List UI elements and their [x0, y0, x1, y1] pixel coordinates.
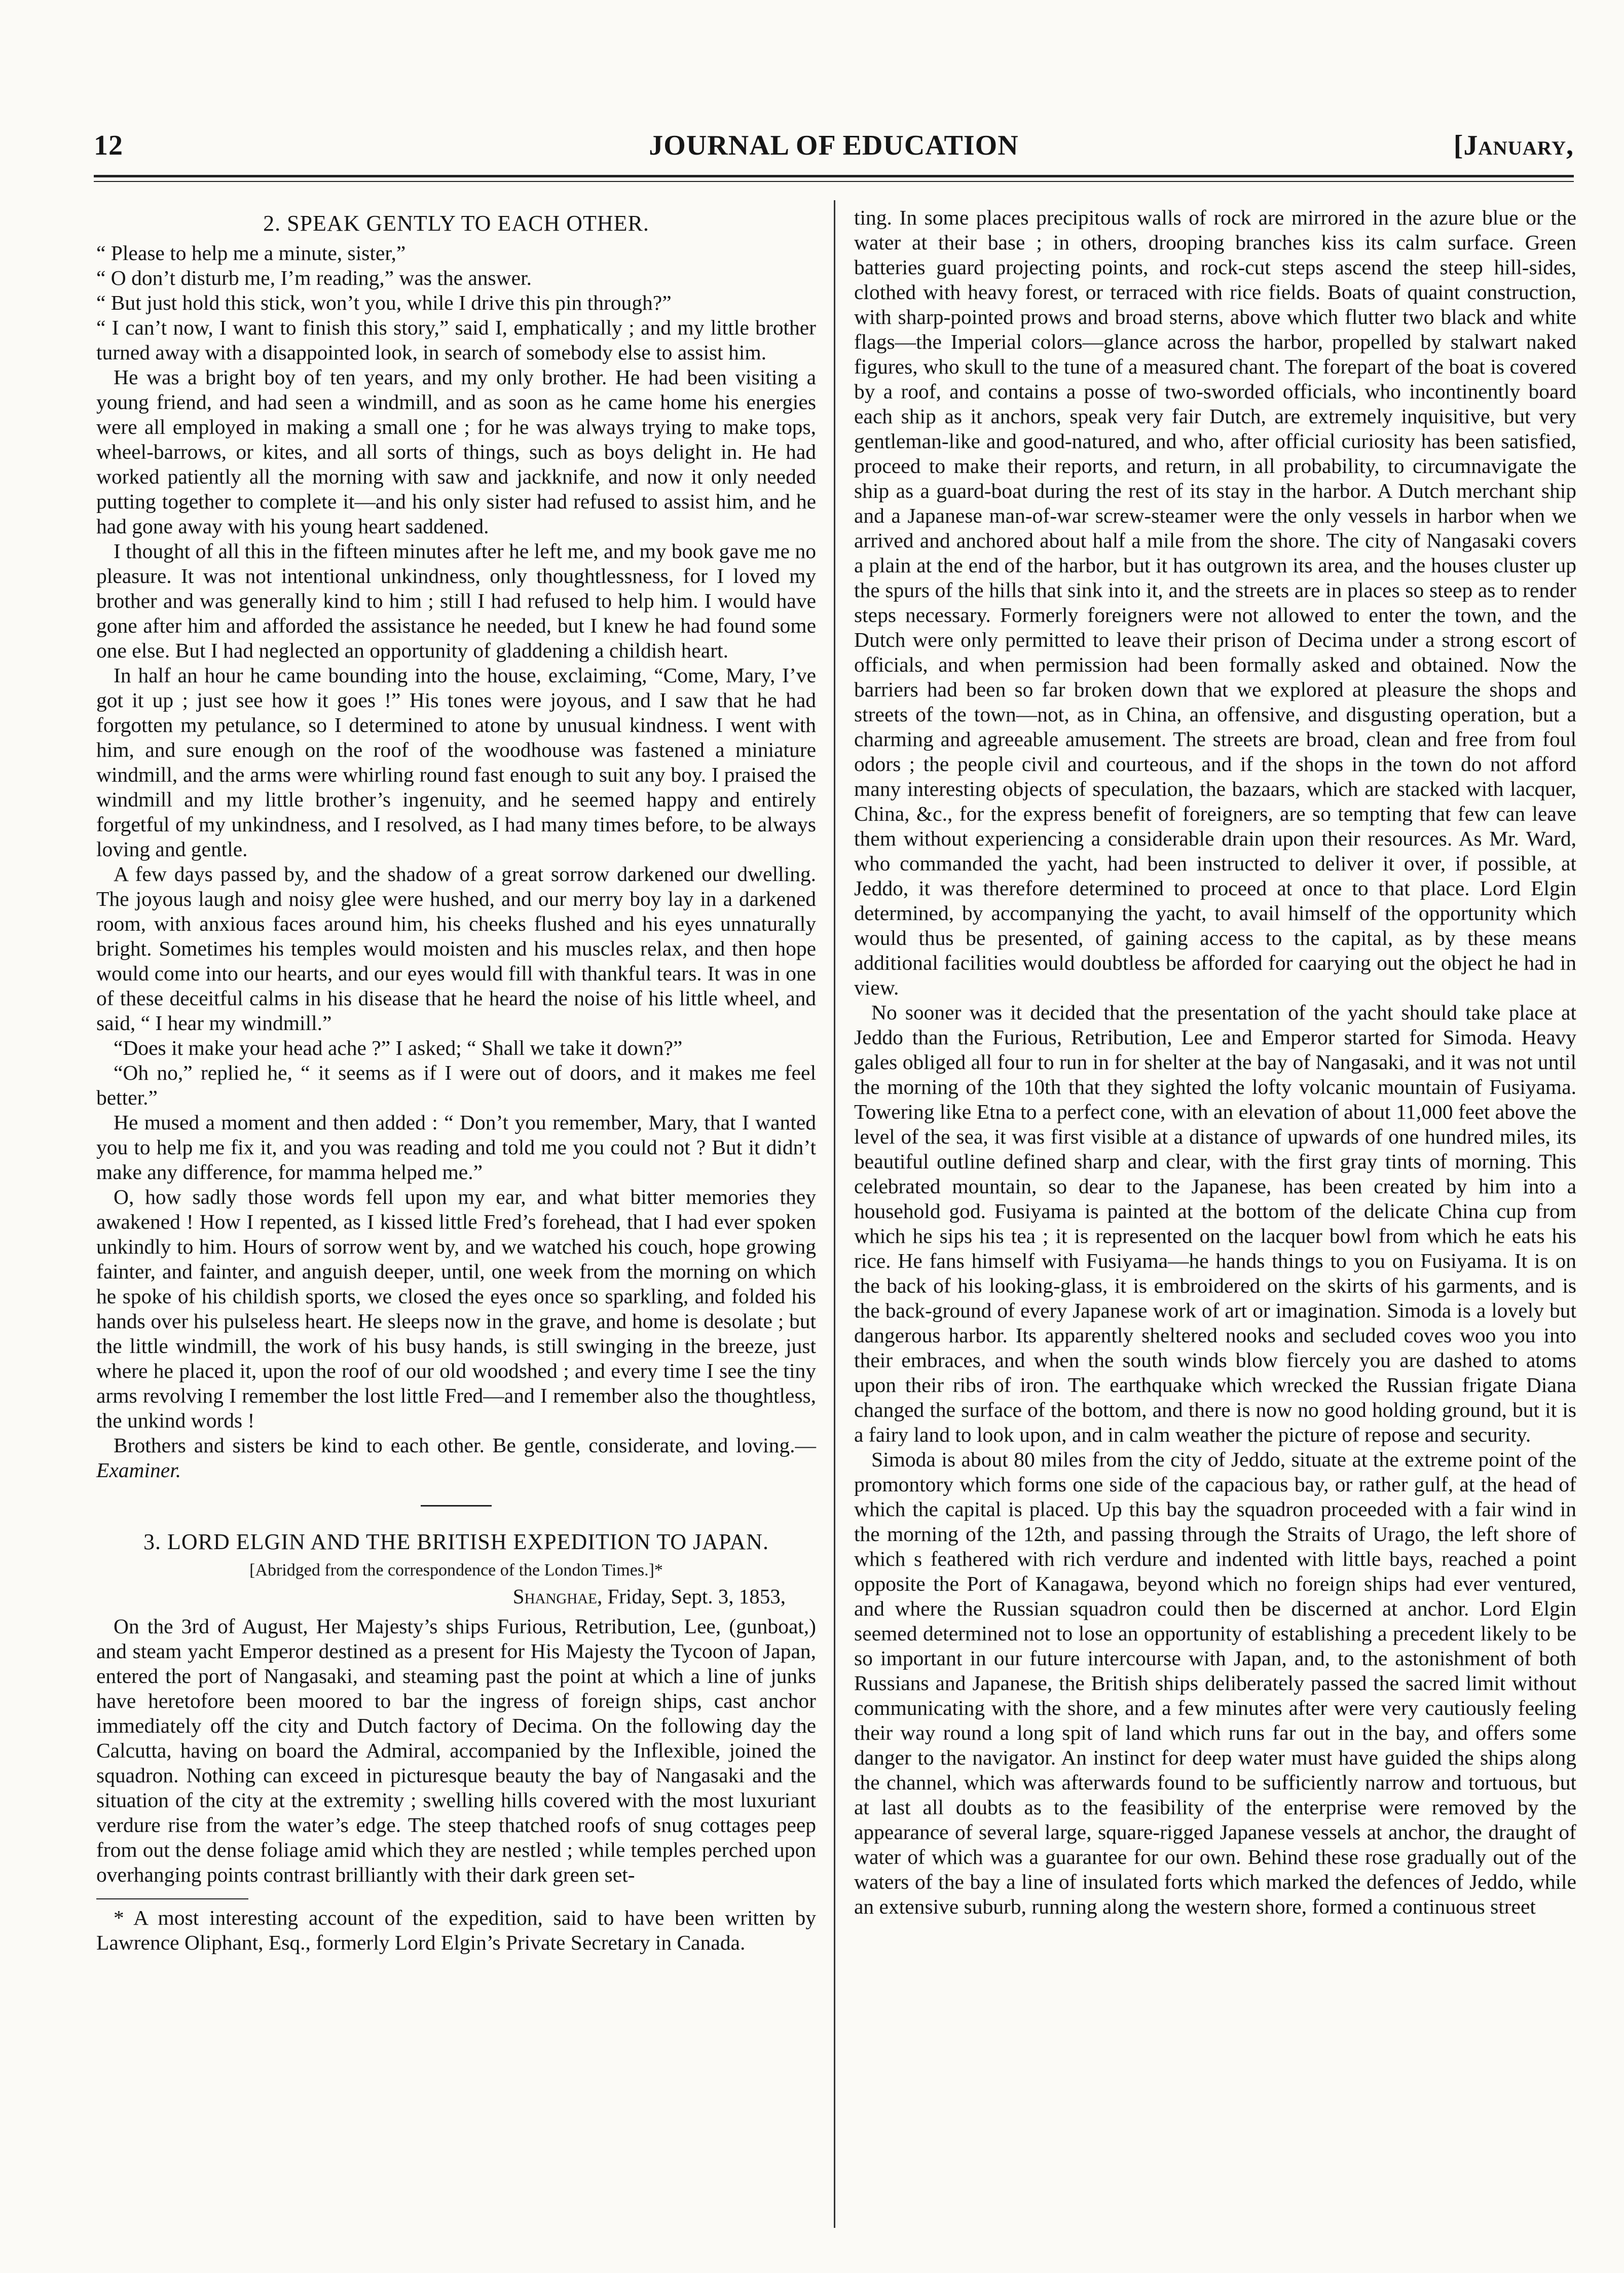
paragraph: O, how sadly those words fell upon my ear, and what bitter memories they awakened ! How I repented, as I kissed little Fred’s forehead, that I had ever spoken unkindly to him. Hours of sorrow went by, and we watched his couch, hope growing fainter, and fainter, and anguish deeper, until, one week from the morning on which he spoke of his childish sports, we closed the eyes once so sparkling, and folded his hands over his pulseless heart. He sleeps now in the grave, and home is desolate ; but the little windmill, the work of his busy hands, is still swinging in the breeze, just where he placed it, upon the roof of our old woodshed ; and every time I see the tiny arms revolving I remember the lost little Fred—and I remember also the thoughtless, the unkind words ! — [96, 1185, 816, 1432]
paragraph: A few days passed by, and the shadow of a great sorrow darkened our dwelling. The joyous laugh and noisy glee were hushed, and our merry boy lay in a darkened room, with anxious faces around him, his cheeks flushed and his eyes unnaturally bright. Sometimes his temples would moisten and his muscles relax, and then hope would come into our hearts, and our eyes would fill with thankful tears. It was in one of these deceitful calms in his disease that he heard the noise of his little wheel, and said, “ I hear my windmill.” — [96, 862, 816, 1035]
header-month: [January, — [1453, 130, 1574, 161]
header-rule-thin — [94, 181, 1574, 182]
column-divider — [834, 200, 835, 2228]
paragraph: He was a bright boy of ten years, and my only brother. He had been visiting a young friend, and had seen a windmill, and as soon as he came home his energies were all employed in making a small one ; for he was always trying to make tops, wheel-barrows, or kites, and all sorts of things, such as boys delight in. He had worked patiently all the morning with saw and jackknife, and now it only needed putting together to complete it—and his only sister had refused to assist him, and he had gone away with his young heart saddened. — [96, 365, 816, 538]
paragraph: I thought of all this in the fifteen minutes after he left me, and my book gave me no pleasure. It was not intentional unkindness, only thoughtlessness, for I loved my brother and was generally kind to him ; still I had refused to help him. I would have gone after him and afforded the assistance he needed, but I knew he had found some one else. But I had neglected an opportunity of gladdening a childish heart. — [96, 539, 816, 662]
closing-paragraph — [96, 1433, 816, 1483]
paragraph: “ Please to help me a minute, sister,” — [96, 241, 406, 265]
section-3-title: 3. LORD ELGIN AND THE BRITISH EXPEDITION TO JAPAN. — [143, 1529, 769, 1554]
source-attribution: Examiner. — [96, 1458, 181, 1482]
dateline — [96, 1584, 786, 1609]
journal-title: JOURNAL OF EDUCATION — [649, 130, 1019, 161]
paragraph: He mused a moment and then added : “ Don’t you remember, Mary, that I wanted you to help me fix it, and you was reading and told me you could not ? But it didn’t make any difference, for mamma helped me.” — [96, 1111, 816, 1184]
footnote-rule — [96, 1898, 248, 1899]
page-number: 12 — [94, 130, 123, 161]
footnote: * A most interesting account of the expedition, said to have been written by Lawrence Oliphant, Esq., formerly Lord Elgin’s Private Secretary in Canada. — [96, 1906, 816, 1954]
right-column — [854, 205, 1576, 1919]
paragraph: No sooner was it decided that the presentation of the yacht should take place at Jeddo than the Furious, Retribution, Lee and Emperor started for Simoda. Heavy gales obliged all four to run in for shelter at the bay of Nangasaki, and it was not until the morning of the 10th that they sighted the lofty volcanic mountain of Fusiyama. Towering like Etna to a perfect cone, with an elevation of about 11,000 feet above the level of the sea, it was first visible at a distance of upwards of one hundred miles, its beautiful outline defined sharp and clear, with the first gray tints of morning. This celebrated mountain, so dear to the Japanese, has been created by him into a household god. Fusiyama is painted at the bottom of the delicate China cup from which he sips his tea ; it is represented on the lacquer bowl from which he eats his rice. He fans himself with Fusiyama—he hands things to you on Fusiyama. It is on the back of his looking-glass, it is embroidered on the skirts of his garments, and is the back-ground of every Japanese work of art or imagination. Simoda is a lovely but dangerous harbor. Its apparently sheltered nooks and secluded coves woo you into their embraces, and when the south winds blow fiercely you are dashed to atoms upon their ribs of iron. The earthquake which wrecked the Russian frigate Diana changed the surface of the bottom, and there is now no good holding ground, but it is a fairy land to look upon, and in calm weather the picture of repose and security. — [854, 1001, 1576, 1446]
dateline-date: Friday, Sept. 3, 1853, — [607, 1585, 786, 1608]
paragraph: ting. In some places precipitous walls of rock are mirrored in the azure blue or the water at their base ; in others, drooping branches kiss its calm surface. Green batteries guard projecting points, and rock-cut steps ascend the steep hill-sides, clothed with heavy forest, or terraced with rice fields. Boats of quaint construction, with sharp-pointed prows and broad sterns, above which flutter two black and white flags—the Imperial colors—glance across the harbor, propelled by stalwart naked figures, who skull to the tune of a measured chant. The forepart of the boat is covered by a roof, and contains a posse of two-sworded officials, who incontinently board each ship as it anchors, speak very fair Dutch, are extremely inquisitive, but very gentleman-like and good-natured, and who, after official curiosity has been satisfied, proceed to make their reports, and return, in all probability, to circumnavigate the ship as a guard-boat during the rest of its stay in the harbor. A Dutch merchant ship and a Japanese man-of-war screw-steamer were the only vessels in harbor when we arrived and anchored about half a mile from the shore. The city of Nangasaki covers a plain at the end of the harbor, but it has outgrown its area, and the houses cluster up the spurs of the hills that sink into it, and the streets are in places so steep as to render steps necessary. Formerly foreigners were not allowed to enter the town, and the Dutch were only permitted to leave their prison of Decima under a strong escort of officials, and when permission had been formally asked and obtained. Now the barriers had been so far broken down that we explored at pleasure the shops and streets of the town—not, as in China, an offensive, and disgusting operation, but a charming and agreeable amusement. The streets are broad, clean and free from foul odors ; the people civil and courteous, and if the shops in the town do not afford many interesting objects of speculation, the bazaars, which are stacked with lacquer, China, &c., for the express benefit of foreigners, are so tempting that few can leave them without experiencing a considerable drain upon their resources. As Mr. Ward, who commanded the yacht, had been instructed to deliver it over, if possible, at Jeddo, it was therefore determined to proceed at once to that place. Lord Elgin determined, by accompanying the yacht, to avail himself of the opportunity which would thus be presented, of gaining access to the capital, as by these means additional facilities would doubtless be afforded for caarying out the object he had in view. — [854, 206, 1576, 999]
paragraph: On the 3rd of August, Her Majesty’s ships Furious, Retribution, Lee, (gunboat,) and steam yacht Emperor destined as a present for His Majesty the Tycoon of Japan, entered the port of Nangasaki, and steaming past the point at which a line of junks have heretofore been moored to bar the ingress of foreign ships, cast anchor immediately off the city and Dutch factory of Decima. On the following day the Calcutta, having on board the Admiral, accompanied by the Inflexible, joined the squadron. Nothing can exceed in picturesque beauty the bay of Nangasaki and the situation of the city at the extremity ; swelling hills covered with the most luxuriant verdure rise from the water’s edge. The steep thatched roofs of snug cottages peep from out the dense foliage amid which they are nestled ; while temples perched upon overhanging points contrast brilliantly with their dark green set- — [96, 1615, 816, 1886]
paragraph: “ I can’t now, I want to finish this story,” said I, emphatically ; and my little brother turned away with a disappointed look, in search of somebody else to assist him. — [96, 316, 816, 364]
paragraph: “Oh no,” replied he, “ it seems as if I were out of doors, and it makes me feel better.” — [96, 1061, 816, 1109]
paragraph: In half an hour he came bounding into the house, exclaiming, “Come, Mary, I’ve got it up ; just see how it goes !” His tones were joyous, and I saw that he had forgotten my petulance, so I determined to atone by unusual kindness. I went with him, and sure enough on the roof of the woodhouse was fastened a miniature windmill, and the arms were whirling round fast enough to suit any boy. I praised the windmill and my little brother’s ingenuity, and he seemed happy and entirely forgetful of my unkindness, and I resolved, as I had many times before, to be always loving and gentle. — [96, 664, 816, 861]
section-separator — [421, 1505, 492, 1507]
section-3-subtitle: [Abridged from the correspondence of the London Times.]* — [249, 1561, 663, 1580]
paragraph: “Does it make your head ache ?” I asked; “ Shall we take it down?” — [114, 1036, 683, 1059]
left-column — [96, 205, 816, 1955]
page-header — [94, 129, 1574, 170]
paragraph: Simoda is about 80 miles from the city of Jeddo, situate at the extreme point of the promontory which forms one side of the capacious bay, or rather gulf, at the head of which the capital is placed. Up this bay the squadron proceeded with a fair wind in the morning of the 12th, and passing through the Straits of Urago, the left shore of which s feathered with rich verdure and indented with little bays, reached a point opposite the Port of Kanagawa, beyond which no foreign ships had ever ventured, and where the Russian squadron could then be discerned at anchor. Lord Elgin seemed determined not to lose an opportunity of establishing a precedent likely to be so important in our future intercourse with Japan, and, to the astonishment of both Russians and Japanese, the British ships deliberately passed the sacred limit without communicating with the shore, and a few minutes after were very cautiously feeling their way round a long spit of land which runs far out in the bay, and offers some danger to the navigator. An instinct for deep water must have guided the ships along the channel, which was afterwards found to be sufficiently narrow and tortuous, but at last all doubts as to the feasibility of the enterprise were removed by the appearance of several large, square-rigged Japanese vessels at anchor, the draught of water of which was a guarantee for our own. Behind these rose gradually out of the waters of the bay a line of insulated forts which marked the defences of Jeddo, while an extensive suburb, running along the western shore, formed a continuous street — [854, 1448, 1576, 1918]
header-rule — [94, 175, 1574, 177]
paragraph: “ But just hold this stick, won’t you, while I drive this pin through?” — [96, 291, 672, 314]
paragraph: “ O don’t disturb me, I’m reading,” was the answer. — [96, 266, 532, 289]
dateline-place: Shanghae, — [512, 1585, 603, 1608]
section-2-title: 2. SPEAK GENTLY TO EACH OTHER. — [263, 211, 649, 236]
closing-text: Brothers and sisters be kind to each other. Be gentle, considerate, and loving.— — [114, 1434, 816, 1457]
